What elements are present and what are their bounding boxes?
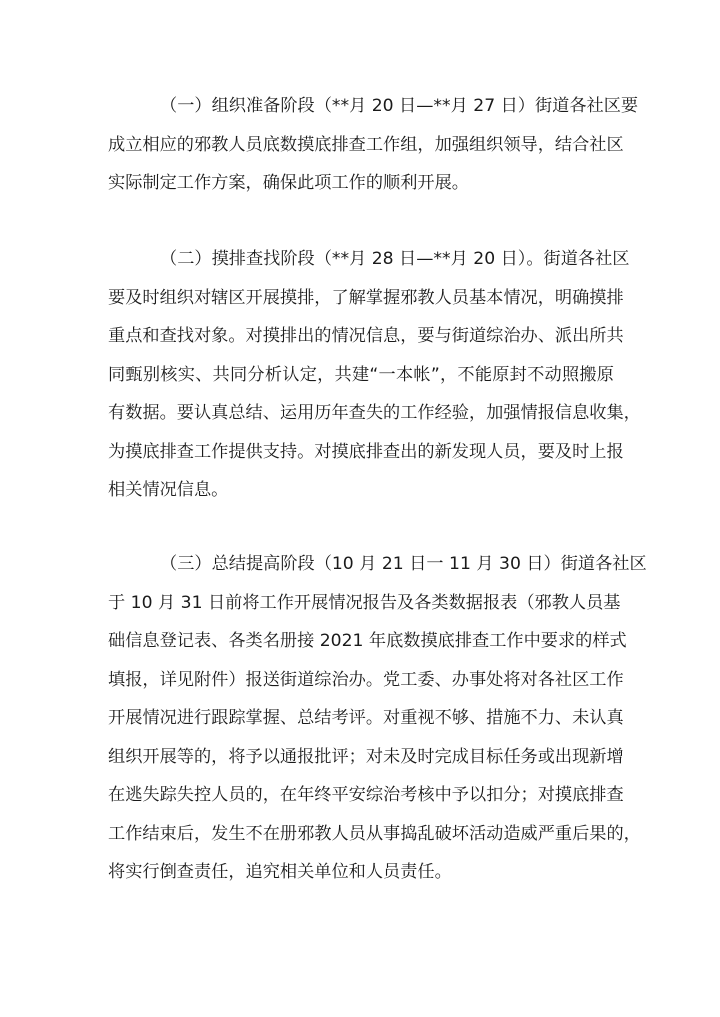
paragraph-line: 有数据。要认真总结、运用历年查失的工作经验，加强情报信息收集， [108, 403, 641, 423]
paragraph-line: 为摸底排查工作提供支持。对摸底排查出的新发现人员，要及时上报 [108, 441, 624, 462]
paragraph-line: 组织开展等的，将予以通报批评；对未及时完成目标任务或出现新增 [108, 746, 624, 767]
paragraph-line: 填报，详见附件）报送街道综治办。党工委、办事处将对各社区工作 [108, 669, 624, 690]
paragraph-line: 工作结束后，发生不在册邪教人员从事捣乱破坏活动造威严重后果的， [108, 823, 641, 844]
paragraph-line: 在逃失踪失控人员的，在年终平安综治考核中予以扣分；对摸底排查 [108, 785, 624, 805]
paragraph-line: （三）总结提高阶段（10 月 21 日一 11 月 30 日）街道各社区 [160, 554, 647, 574]
paragraph-investigation-stage [108, 240, 641, 510]
paragraph-line: 成立相应的邪教人员底数摸底排查工作组，加强组织领导，结合社区 [108, 134, 624, 155]
paragraph-line: 重点和查找对象。对摸排出的情况信息，要与街道综治办、派出所共 [108, 326, 624, 346]
paragraph-line: （一）组织准备阶段（**月 20 日—**月 27 日）街道各社区要 [160, 96, 639, 116]
paragraph-line: 础信息登记表、各类名册接 2021 年底数摸底排查工作中要求的样式 [108, 631, 627, 651]
paragraph-line: （二）摸排查找阶段（**月 28 日—**月 20 日）。街道各社区 [160, 249, 630, 269]
paragraph-line: 于 10 月 31 日前将工作开展情况报告及各类数据报表（邪教人员基 [108, 592, 621, 613]
paragraph-line: 将实行倒查责任，追究相关单位和人员责任。 [108, 862, 452, 882]
paragraph-line: 实际制定工作方案，确保此项工作的顺利开展。 [108, 173, 469, 193]
paragraph-organization-preparation [108, 87, 639, 203]
paragraph-line: 相关情况信息。 [108, 480, 229, 500]
paragraph-line: 开展情况进行跟踪掌握、总结考评。对重视不够、措施不力、未认真 [108, 708, 624, 728]
paragraph-line: 同甄别核实、共同分析认定，共建“一本帐”，不能原封不动照搬原 [108, 364, 614, 385]
paragraph-line: 要及时组织对辖区开展摸排，了解掌握邪教人员基本情况，明确摸排 [108, 287, 624, 308]
paragraph-summary-stage [108, 545, 647, 892]
